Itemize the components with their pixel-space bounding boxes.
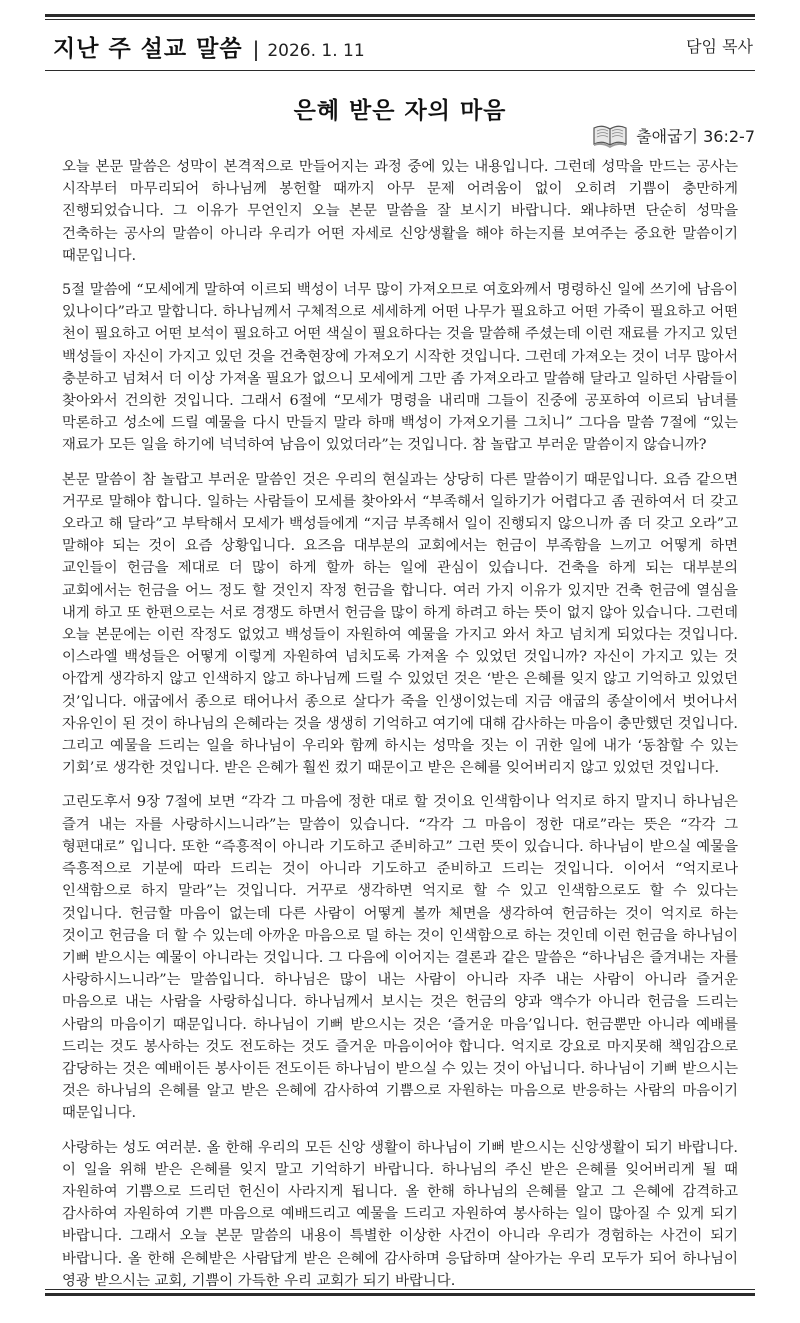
open-book-icon — [592, 122, 628, 148]
top-rule-thin — [45, 19, 755, 20]
sermon-body — [62, 156, 738, 1304]
sermon-title: 은혜 받은 자의 마음 — [293, 98, 507, 124]
section-title: 지난 주 설교 말씀 — [53, 36, 243, 62]
top-rule — [45, 14, 755, 17]
bottom-rule — [45, 1293, 755, 1296]
header-separator: | — [252, 37, 260, 61]
paragraph: 사랑하는 성도 여러분. 올 한해 우리의 모든 신앙 생활이 하나님이 기뻐 받으시는 신앙생활이 되기 바랍니다. 이 일을 위해 받은 은혜를 잊지 말고 기억하기 바랍니다. 하나님의 주신 받은 은혜를 잊어버리게 될 때 자원하여 기쁨으로 드리던 헌신이 사라지게 됩니다. 올 한해 하나님의 은혜를 알고 그 은혜에 감격하고 감사하여 자원하여 기쁜 마음으로 예배드리고 예물을 드리고 자원하여 봉사하는 일이 많아질 수 있게 되기 바랍니다. 그래서 오늘 본문 말씀의 내용이 특별한 이상한 사건이 아니라 우리가 경험하는 사건이 되기 바랍니다. 올 한해 은혜받은 사람답게 받은 은혜에 감사하며 응답하며 살아가는 우리 모두가 되어 하나님이 영광 받으시는 교회, 기쁨이 가득한 우리 교회가 되기 바랍니다. — [62, 1139, 738, 1289]
paragraph: 5절 말씀에 “모세에게 말하여 이르되 백성이 너무 많이 가져오므로 여호와께서 명령하신 일에 쓰기에 남음이 있나이다”라고 말합니다. 하나님께서 구체적으로 세세하게 어떤 나무가 필요하고 어떤 가죽이 필요하고 어떤 천이 필요하고 어떤 보석이 필요하고 어떤 색실이 필요하다는 것을 말씀해 주셨는데 이런 재료를 가지고 있던 백성들이 자신이 가지고 있던 것을 건축현장에 가져오기 시작한 것입니다. 그런데 가져오는 것이 너무 많아서 충분하고 넘쳐서 더 이상 가져올 필요가 없으니 모세에게 그만 좀 가져오라고 말씀해 달라고 일하던 사람들이 찾아와서 건의한 것입니다. 그래서 6절에 “모세가 명령을 내리매 그들이 진중에 공포하여 이르되 남녀를 막론하고 성소에 드릴 예물을 다시 만들지 말라 하매 백성이 가져오기를 그치니” 그다음 말씀 7절에 “있는 재료가 모든 일을 하기에 넉넉하여 남음이 있었더라”는 것입니다. 참 놀랍고 부러운 말씀이지 않습니까? — [62, 282, 738, 454]
bottom-rule-thin — [45, 1289, 755, 1290]
scripture-text: 출애굽기 36:2-7 — [636, 126, 755, 146]
header-rule — [45, 70, 755, 71]
sermon-date: 2026. 1. 11 — [267, 41, 365, 61]
author-label: 담임 목사 — [686, 37, 753, 56]
paragraph: 고린도후서 9장 7절에 보면 “각각 그 마음에 정한 대로 할 것이요 인색함이나 억지로 하지 말지니 하나님은 즐겨 내는 자를 사랑하시느니라”는 말씀이 있습니다. “각각 그 마음이 정한 대로”라는 뜻은 “각각 그 형편대로” 입니다. 또한 “즉흥적이 아니라 기도하고 준비하고” 그런 뜻이 있습니다. 하나님이 받으실 예물을 즉흥적으로 기분에 따라 드리는 것이 아니라 기도하고 준비하고 드리는 것입니다. 이어서 “억지로나 인색함으로 하지 말라”는 것입니다. 거꾸로 생각하면 억지로 할 수 있고 인색함으로도 할 수 있다는 것입니다. 헌금할 마음이 없는데 다른 사람이 어떻게 볼까 체면을 생각하여 헌금하는 것이 억지로 하는 것이고 헌금을 더 할 수 있는데 아까운 마음으로 덜 하는 것이 인색함으로 하는 것인데 이런 헌금을 하나님이 기뻐 받으시는 예물이 아니라는 것입니다. 그 다음에 이어지는 결론과 같은 말씀은 “하나님은 즐겨내는 자를 사랑하시느니라”는 말씀입니다. 하나님은 많이 내는 사람이 아니라 자주 내는 사람이 아니라 즐거운 마음으로 내는 사람을 사랑하십니다. 하나님께서 보시는 것은 헌금의 양과 액수가 아니라 헌금을 드리는 사람의 마음이기 때문입니다. 하나님이 기뻐 받으시는 것은 ‘즐거운 마음’입니다. 헌금뿐만 아니라 예배를 드리는 것도 봉사하는 것도 전도하는 것도 즐거운 마음이어야 합니다. 억지로 강요로 마지못해 책임감으로 감당하는 것은 예배이든 봉사이든 전도이든 하나님이 받으실 수 있는 것이 아닙니다. 하나님이 기뻐 받으시는 것은 하나님의 은혜를 알고 받은 은혜에 감사하여 기쁨으로 자원하는 마음으로 반응하는 사람의 마음이기 때문입니다. — [62, 794, 738, 1122]
page-header — [53, 30, 753, 64]
paragraph: 오늘 본문 말씀은 성막이 본격적으로 만들어지는 과정 중에 있는 내용입니다. 그런데 성막을 만드는 공사는 시작부터 마무리되어 하나님께 봉헌할 때까지 아무 문제 어려움이 없이 오히려 기쁨이 충만하게 진행되었습니다. 그 이유가 무언인지 오늘 본문 말씀을 잘 보시기 바랍니다. 왜냐하면 단순히 성막을 건축하는 공사의 말씀이 아니라 우리가 어떤 자세로 신앙생활을 해야 하는지를 보여주는 중요한 말씀이기 때문입니다. — [62, 159, 738, 264]
scripture-reference — [592, 122, 755, 148]
paragraph: 본문 말씀이 참 놀랍고 부러운 말씀인 것은 우리의 현실과는 상당히 다른 말씀이기 때문입니다. 요즘 같으면 거꾸로 말해야 합니다. 일하는 사람들이 모세를 찾아와서 “부족해서 일하기가 어렵다고 좀 권하여서 더 갖고 오라고 해 달라”고 부탁해서 모세가 백성들에게 “지금 부족해서 일이 진행되지 않으니까 좀 더 갖고 오라”고 말해야 되는 것이 요즘 상황입니다. 요즈음 대부분의 교회에서는 헌금이 부족함을 느끼고 어떻게 하면 교인들이 헌금을 제대로 더 많이 하게 할까 하는 일에 관심이 있습니다. 건축을 하게 되는 대부분의 교회에서는 헌금을 어느 정도 할 것인지 작정 헌금을 합니다. 여러 가지 이유가 있지만 건축 헌금에 열심을 내게 하고 또 한편으로는 서로 경쟁도 하면서 헌금을 많이 하게 하려고 하는 뜻이 없지 않아 있습니다. 그런데 오늘 본문에는 이런 작정도 없었고 백성들이 자원하여 예물을 가지고 와서 차고 넘치게 되었다는 것입니다. 이스라엘 백성들은 어떻게 이렇게 자원하여 넘치도록 가져올 수 있었던 것입니까? 자신이 가지고 있는 것 아깝게 생각하지 않고 인색하지 않고 하나님께 드릴 수 있었던 것은 ‘받은 은혜를 잊지 않고 기억하고 있었던 것’입니다. 애굽에서 종으로 태어나서 종으로 살다가 죽을 인생이었는데 지금 애굽의 종살이에서 벗어나서 자유인이 된 것이 하나님의 은혜라는 것을 생생히 기억하고 여기에 대해 감사하는 마음이 충만했던 것입니다. 그리고 예물을 드리는 일을 하나님이 우리와 함께 하시는 성막을 짓는 이 귀한 일에 내가 ‘동참할 수 있는 기회’로 생각한 것입니다. 받은 은혜가 훨씬 컸기 때문이고 받은 은혜를 잊어버리지 않고 있었던 것입니다. — [62, 471, 738, 777]
